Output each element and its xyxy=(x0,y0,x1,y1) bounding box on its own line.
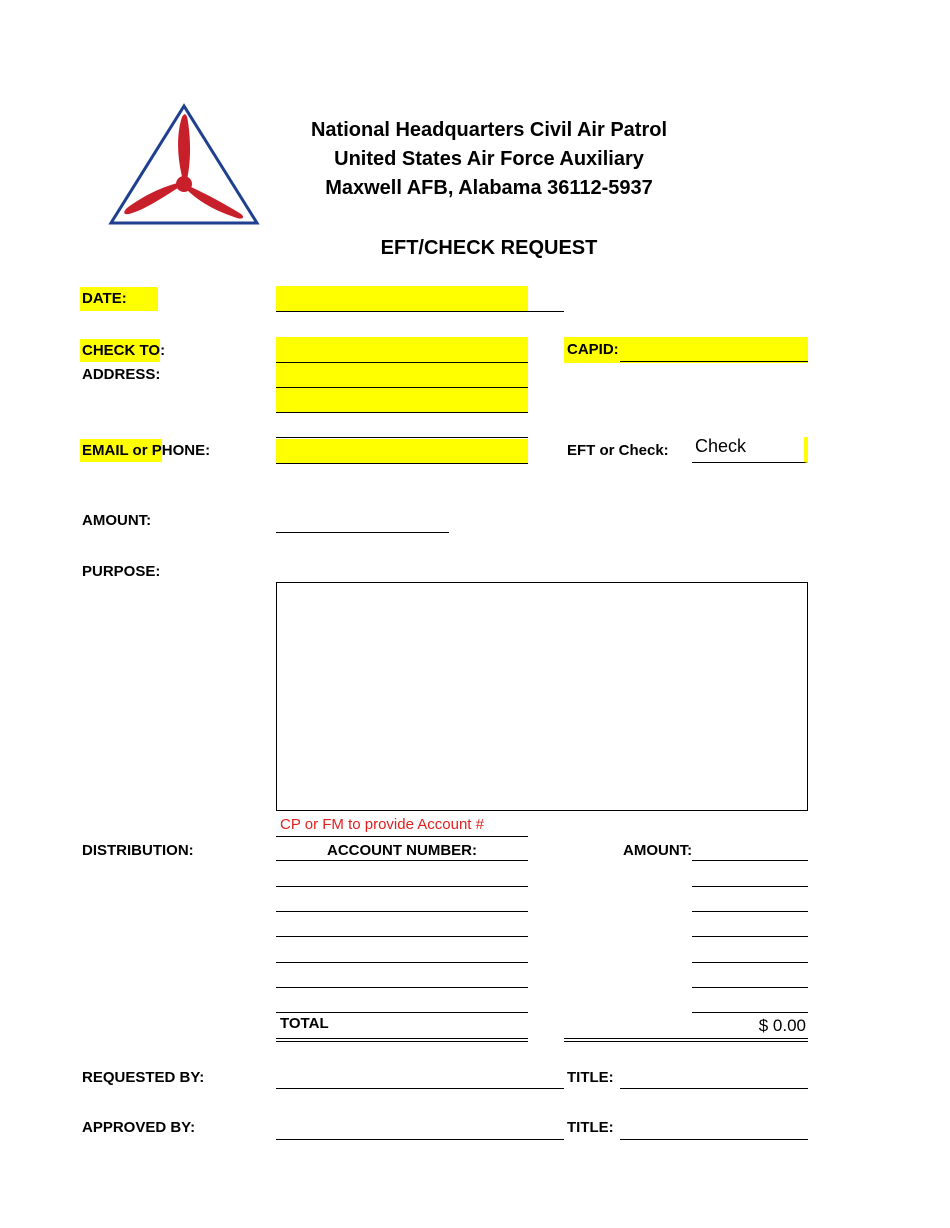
date-field[interactable] xyxy=(276,286,528,312)
account-note-rule xyxy=(276,812,528,837)
email-phone-field[interactable] xyxy=(276,439,528,464)
address-line-1[interactable] xyxy=(276,363,528,388)
distribution-label: DISTRIBUTION: xyxy=(82,842,194,859)
account-row[interactable] xyxy=(276,862,528,887)
eft-check-label: EFT or Check: xyxy=(567,442,669,459)
approved-by-field[interactable] xyxy=(276,1114,564,1140)
address-line-2[interactable] xyxy=(276,388,528,413)
eft-check-value: Check xyxy=(695,436,747,456)
org-address: Maxwell AFB, Alabama 36112-5937 xyxy=(325,177,653,199)
account-row[interactable] xyxy=(276,963,528,988)
approved-title-label: TITLE: xyxy=(567,1119,614,1136)
account-note: CP or FM to provide Account # xyxy=(280,816,484,833)
amount-row[interactable] xyxy=(692,912,808,937)
eft-check-select[interactable] xyxy=(692,437,808,463)
total-label: TOTAL xyxy=(280,1015,329,1032)
amount-header: AMOUNT: xyxy=(623,842,693,859)
total-row xyxy=(276,1014,528,1042)
check-to-field[interactable] xyxy=(276,337,528,363)
account-row[interactable] xyxy=(276,912,528,937)
total-value: $ 0.00 xyxy=(758,1016,806,1035)
capid-field[interactable] xyxy=(620,337,808,362)
amount-row[interactable] xyxy=(692,988,808,1013)
requested-title-field[interactable] xyxy=(620,1064,808,1089)
propeller-icon xyxy=(124,114,243,218)
date-label: DATE: xyxy=(80,287,158,311)
email-top-rule xyxy=(276,424,528,438)
amount-row[interactable] xyxy=(692,862,808,887)
email-phone-label: EMAIL or PHONE: xyxy=(80,440,210,466)
amount-row[interactable] xyxy=(692,887,808,912)
amount-row[interactable] xyxy=(692,937,808,963)
purpose-label: PURPOSE: xyxy=(82,563,161,580)
requested-by-label: REQUESTED BY: xyxy=(82,1069,205,1086)
amount-field[interactable] xyxy=(276,508,449,533)
purpose-textarea[interactable] xyxy=(276,582,808,811)
check-to-label: CHECK TO: xyxy=(80,340,165,366)
amount-row[interactable] xyxy=(692,963,808,988)
org-name: National Headquarters Civil Air Patrol xyxy=(310,119,667,141)
approved-title-field[interactable] xyxy=(620,1114,808,1140)
account-row[interactable] xyxy=(276,887,528,912)
form-title: EFT/CHECK REQUEST xyxy=(380,237,598,259)
requested-by-field[interactable] xyxy=(276,1064,564,1089)
total-amount-row xyxy=(564,1014,808,1042)
amount-header-rule xyxy=(692,836,808,861)
org-subtitle: United States Air Force Auxiliary xyxy=(334,148,644,170)
requested-title-label: TITLE: xyxy=(567,1069,614,1086)
account-row[interactable] xyxy=(276,937,528,963)
date-field-extension xyxy=(528,286,564,312)
approved-by-label: APPROVED BY: xyxy=(82,1119,196,1136)
capid-label: CAPID: xyxy=(567,341,619,358)
account-row[interactable] xyxy=(276,988,528,1013)
address-label: ADDRESS: xyxy=(82,366,161,383)
account-number-header: ACCOUNT NUMBER: xyxy=(276,842,528,861)
amount-label: AMOUNT: xyxy=(82,512,152,529)
cap-propeller-logo xyxy=(105,100,263,230)
